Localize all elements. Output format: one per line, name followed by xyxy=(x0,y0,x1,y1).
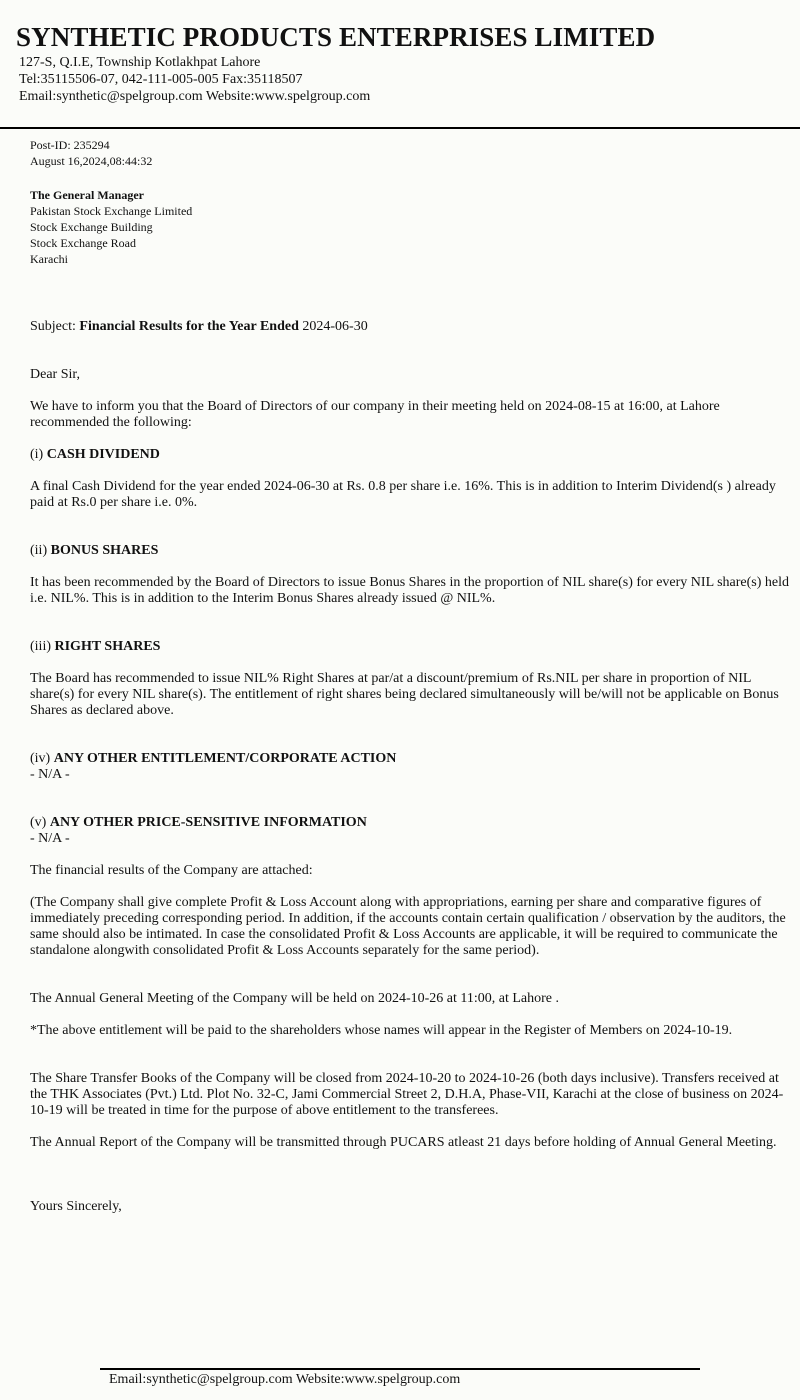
paragraph: (The Company shall give complete Profit & Loss Account along with appropriations, earning per share and comparative figures of immediately preceding corresponding period. In addition, if the accounts contain certain qualification / observation by the auditors, the same should also be intimated. In case the consolidated Profit & Loss Accounts are applicable, it will be required to communicate the standalone alongwith consolidated Profit & Loss Accounts separately for the same period). xyxy=(30,895,786,958)
section-body: The Board has recommended to issue NIL% Right Shares at par/at a discount/premium of Rs.NIL per share in proportion of NIL share(s) for every NIL share(s). The entitlement of right shares being declared simultaneously will be/will not be applicable on Bonus Shares as declared above. xyxy=(30,671,779,718)
section-number: (iv) xyxy=(30,751,51,766)
section-number: (v) xyxy=(30,815,47,830)
section-heading xyxy=(30,543,798,559)
subject-text: Financial Results for the Year Ended xyxy=(79,319,299,334)
section-title: RIGHT SHARES xyxy=(54,639,161,654)
section-title: CASH DIVIDEND xyxy=(46,447,160,462)
section-number: (ii) xyxy=(30,543,48,558)
paragraph: The Annual General Meeting of the Company will be held on 2024-10-26 at 11:00, at Lahore . xyxy=(30,991,560,1006)
section-heading xyxy=(30,751,798,767)
subject-date: 2024-06-30 xyxy=(302,319,368,334)
company-phone: Tel:35115506-07, 042-111-005-005 Fax:35118507 xyxy=(19,72,303,87)
section-title: ANY OTHER PRICE-SENSITIVE INFORMATION xyxy=(49,815,367,830)
post-id: Post-ID: 235294 xyxy=(30,138,110,152)
paragraph: The Share Transfer Books of the Company will be closed from 2024-10-20 to 2024-10-26 (both days inclusive). Transfers received at the THK Associates (Pvt.) Ltd. Plot No. 32-C, Jami Commercial Street 2, D.H.A, Phase-VII, Karachi at the close of business on 2024-10-19 will be treated in time for the purpose of above entitlement to the transferees. xyxy=(30,1071,784,1118)
header-divider xyxy=(0,127,800,129)
section-body: - N/A - xyxy=(30,767,70,782)
paragraph: The financial results of the Company are attached: xyxy=(30,863,313,878)
section-number: (iii) xyxy=(30,639,51,654)
company-name: SYNTHETIC PRODUCTS ENTERPRISES LIMITED xyxy=(16,22,656,52)
closing: Yours Sincerely, xyxy=(30,1199,122,1214)
salutation: Dear Sir, xyxy=(30,367,80,382)
subject-label: Subject: xyxy=(30,319,76,334)
recipient-line: Stock Exchange Road xyxy=(30,236,136,250)
section-title: ANY OTHER ENTITLEMENT/CORPORATE ACTION xyxy=(53,751,397,766)
section-body: A final Cash Dividend for the year ended 2024-06-30 at Rs. 0.8 per share i.e. 16%. This is in addition to Interim Dividend(s ) already paid at Rs.0 per share i.e. 0%. xyxy=(30,479,776,510)
subject-line xyxy=(30,319,798,335)
footer-divider xyxy=(100,1368,700,1370)
recipient-line: Pakistan Stock Exchange Limited xyxy=(30,204,193,218)
recipient-line: Karachi xyxy=(30,252,68,266)
section-heading xyxy=(30,447,798,463)
paragraph: *The above entitlement will be paid to the shareholders whose names will appear in the Register of Members on 2024-10-19. xyxy=(30,1023,733,1038)
recipient-line: Stock Exchange Building xyxy=(30,220,153,234)
company-address: 127-S, Q.I.E, Township Kotlakhpat Lahore xyxy=(19,55,261,70)
section-heading xyxy=(30,639,798,655)
section-body: - N/A - xyxy=(30,831,70,846)
section-number: (i) xyxy=(30,447,44,462)
footer-contact: Email:synthetic@spelgroup.com Website:www.spelgroup.com xyxy=(109,1372,461,1387)
intro-paragraph: We have to inform you that the Board of Directors of our company in their meeting held on 2024-08-15 at 16:00, at Lahore recommended the following: xyxy=(30,399,720,430)
post-datetime: August 16,2024,08:44:32 xyxy=(30,154,153,168)
section-title: BONUS SHARES xyxy=(50,543,159,558)
section-heading xyxy=(30,815,798,831)
paragraph: The Annual Report of the Company will be transmitted through PUCARS atleast 21 days before holding of Annual General Meeting. xyxy=(30,1135,777,1150)
recipient-title: The General Manager xyxy=(30,188,144,202)
section-body: It has been recommended by the Board of Directors to issue Bonus Shares in the proportion of NIL share(s) for every NIL share(s) held i.e. NIL%. This is in addition to the Interim Bonus Shares already issued @ NIL%. xyxy=(30,575,790,606)
company-contact: Email:synthetic@spelgroup.com Website:www.spelgroup.com xyxy=(19,89,371,104)
